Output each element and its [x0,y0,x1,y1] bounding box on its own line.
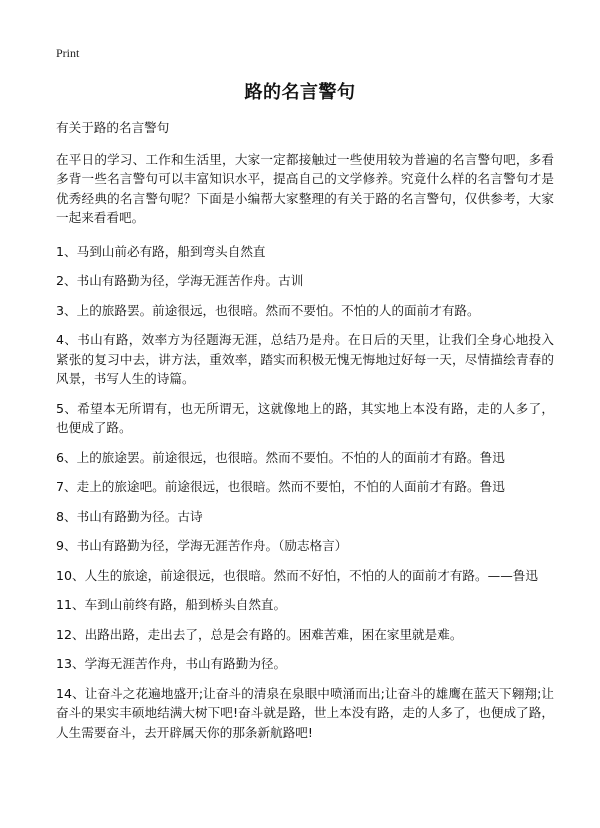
article-intro: 在平日的学习、工作和生活里，大家一定都接触过一些使用较为普遍的名言警句吧，多看多背一些名言警句可以丰富知识水平，提高自己的文学修养。究竟什么样的名言警句才是优秀经典的名言警句呢？下面是小编帮大家整理的有关于路的名言警句，仅供参考，大家一起来看看吧。 [56,151,554,225]
quote-item: 7、走上的旅途吧。前途很远，也很暗。然而不要怕，不怕的人面前才有路。鲁迅 [56,479,505,494]
quote-item: 6、上的旅途罢。前途很远，也很暗。然而不要怕。不怕的人的面前才有路。鲁迅 [56,449,505,465]
quote-item: 14、让奋斗之花遍地盛开;让奋斗的清泉在泉眼中喷涌而出;让奋斗的雄鹰在蓝天下翱翔;让奋斗的果实丰硕地结满大树下吧!奋斗就是路，世上本没有路，走的人多了，也便成了路，人生需要奋斗，去开辟属天你的那条新航路吧! [56,685,554,740]
print-link[interactable]: Print [56,46,80,60]
quote-item: 2、书山有路勤为径，学海无涯苦作舟。古训 [56,273,304,288]
quote-item: 9、书山有路勤为径，学海无涯苦作舟。（励志格言） [56,538,348,553]
quote-item: 12、出路出路，走出去了，总是会有路的。困难苦难，困在家里就是难。 [56,626,463,642]
page-title: 路的名言警句 [244,82,356,103]
quote-item: 4、书山有路，效率方为径题海无涯，总结乃是舟。在日后的天里，让我们全身心地投入紧张的复习中去，讲方法，重效率，踏实而积极无愧无悔地过好每一天，尽情描绘青春的风景，书写人生的诗篇。 [56,332,554,386]
article-body [56,118,554,752]
quote-item: 5、希望本无所谓有，也无所谓无，这就像地上的路，其实地上本没有路，走的人多了，也便成了路。 [56,400,554,435]
quote-list [56,242,554,743]
quote-item: 13、学海无涯苦作舟，书山有路勤为径。 [56,656,287,671]
quote-item: 3、上的旅路罢。前途很远，也很暗。然而不要怕。不怕的人的面前才有路。 [56,302,480,318]
quote-item: 1、马到山前必有路，船到弯头自然直 [56,243,266,259]
quote-item: 8、书山有路勤为径。古诗 [56,508,203,524]
article-subtitle: 有关于路的名言警句 [56,120,170,135]
quote-item: 10、人生的旅途，前途很远，也很暗。然而不好怕，不怕的人的面前才有路。——鲁迅 [56,567,538,583]
quote-item: 11、车到山前终有路，船到桥头自然直。 [56,597,287,612]
